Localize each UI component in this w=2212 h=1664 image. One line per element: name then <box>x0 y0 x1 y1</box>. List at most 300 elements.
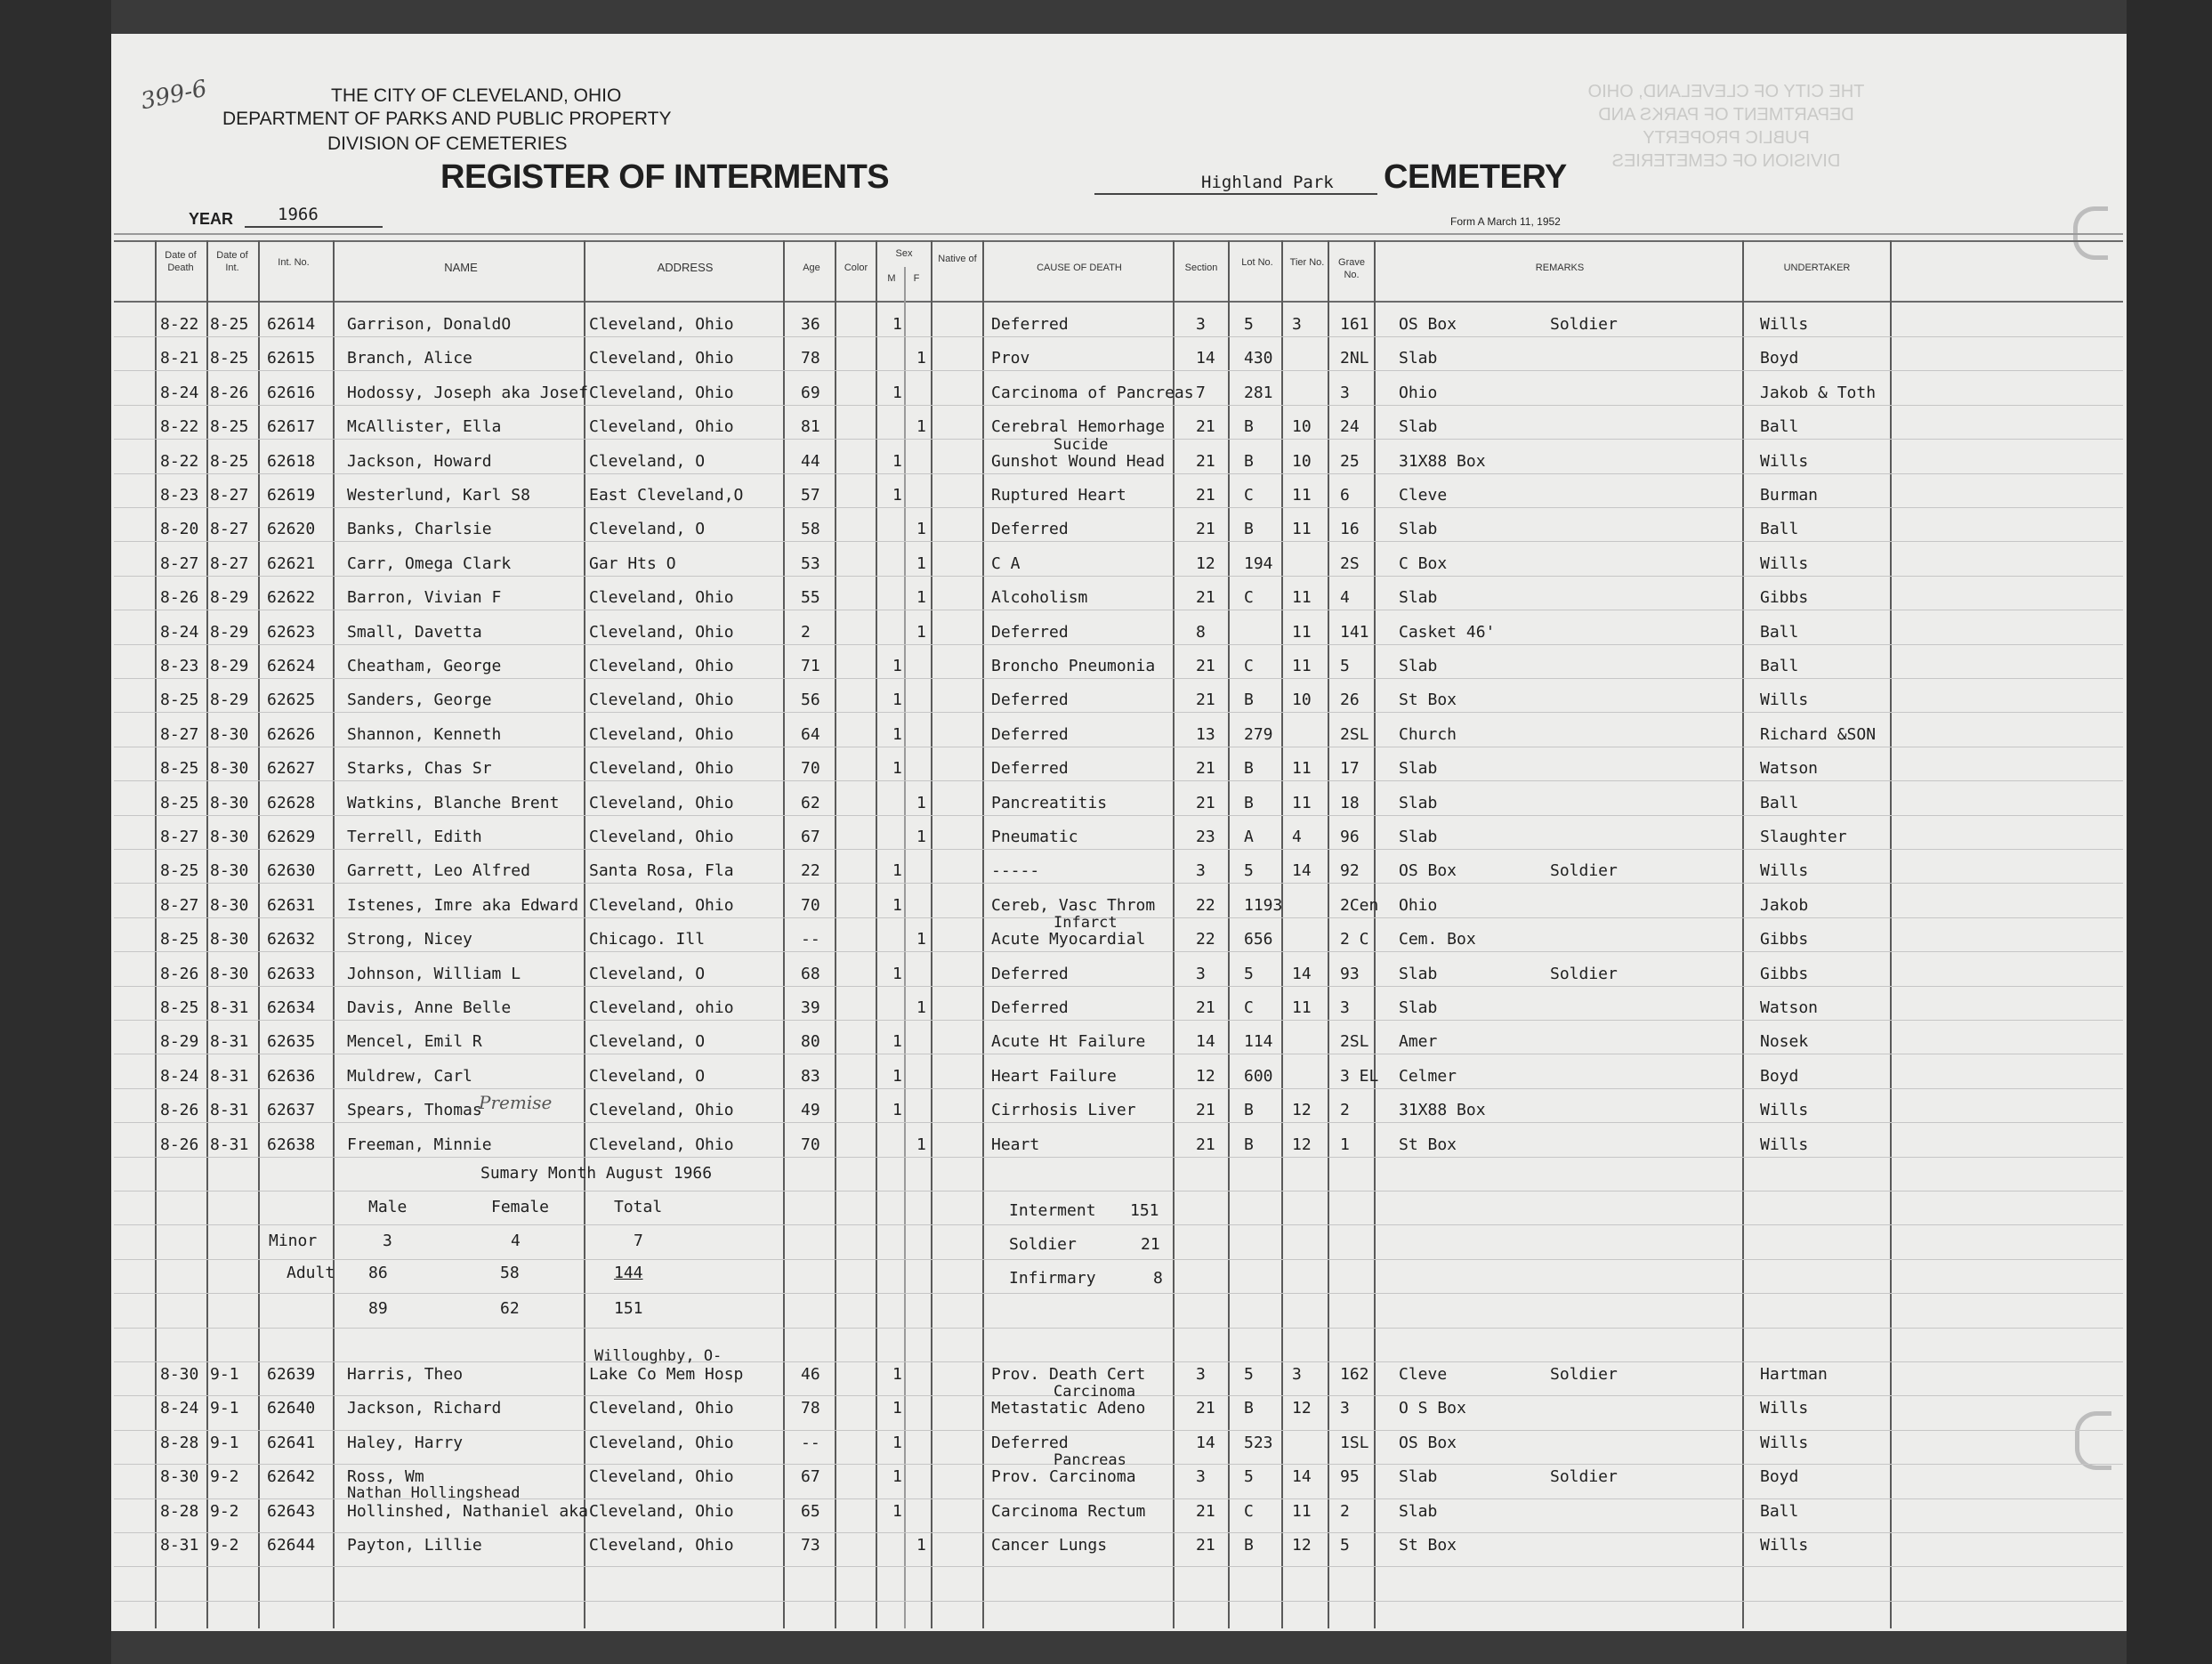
column-rule <box>1374 240 1376 1628</box>
sep-row-sex-male: 1 <box>892 1399 902 1418</box>
aug-row-lot-no: 281 <box>1244 383 1273 402</box>
aug-row-date-of-int: 8-25 <box>210 451 249 471</box>
sep-row-sex-male: 1 <box>892 1365 902 1384</box>
summary-adult-female: 58 <box>500 1264 520 1282</box>
aug-row-grave-no: 2 <box>1340 1101 1350 1120</box>
aug-row-date-of-int: 8-31 <box>210 1066 249 1086</box>
sep-row-date-of-int: 9-1 <box>210 1433 239 1452</box>
sep-row-cause: Cancer Lungs <box>991 1536 1108 1555</box>
aug-row-int-no: 62624 <box>267 657 316 675</box>
aug-row-name: Starks, Chas Sr <box>347 759 492 779</box>
aug-row-date-of-int: 8-29 <box>210 588 249 608</box>
aug-row-date-of-int: 8-30 <box>210 930 249 949</box>
aug-row-remarks: Cleve <box>1399 486 1448 505</box>
aug-row-cause: Acute Ht Failure <box>991 1032 1146 1052</box>
aug-row-lot-no: C <box>1244 998 1254 1017</box>
aug-row-tier-no: 14 <box>1292 964 1312 983</box>
table-top-rule <box>114 240 2123 242</box>
aug-row-cause: Cerebral Hemorhage <box>991 417 1166 437</box>
aug-row-remarks: 31X88 Box <box>1399 451 1486 471</box>
aug-row-sex-female: 1 <box>916 793 926 812</box>
aug-row-int-no: 62618 <box>267 451 316 471</box>
aug-row-name: Strong, Nicey <box>347 930 472 949</box>
aug-row-section: 14 <box>1196 349 1215 368</box>
aug-row-date-of-int: 8-27 <box>210 553 249 573</box>
sep-row-grave-no: 5 <box>1340 1536 1350 1555</box>
aug-row-section: 21 <box>1196 691 1215 710</box>
sep-row-lot-no: B <box>1244 1399 1254 1418</box>
aug-row-tier-no: 11 <box>1292 622 1312 642</box>
sep-row-section: 14 <box>1196 1433 1215 1452</box>
aug-row-name: Freeman, Minnie <box>347 1135 492 1154</box>
year-value: 1966 <box>278 205 319 224</box>
aug-row-cause-note: Infarct <box>1054 914 1118 933</box>
sep-row-age: 67 <box>801 1467 820 1487</box>
aug-row-section: 21 <box>1196 657 1215 675</box>
aug-row-lot-no: 600 <box>1244 1066 1273 1086</box>
aug-row-remarks-note: Soldier <box>1550 861 1618 881</box>
aug-row-age: 55 <box>801 588 820 608</box>
aug-row-int-no: 62626 <box>267 724 316 744</box>
sep-row-name: Harris, Theo <box>347 1365 464 1384</box>
aug-row-grave-no: 2SL <box>1340 724 1369 744</box>
aug-row-name: Shannon, Kenneth <box>347 724 502 744</box>
aug-row-remarks: Slab <box>1399 793 1438 812</box>
aug-row-int-no: 62636 <box>267 1066 316 1086</box>
col-sex-m: M <box>887 273 896 284</box>
aug-row-lot-no: B <box>1244 520 1254 539</box>
aug-row-remarks: Slab <box>1399 998 1438 1017</box>
sep-row-date-of-death: 8-24 <box>160 1399 199 1418</box>
aug-row-age: 22 <box>801 861 820 881</box>
aug-row-sex-female: 1 <box>916 930 926 949</box>
col-date-of-int: Date of Int. <box>216 250 248 273</box>
sep-row-age: 65 <box>801 1501 820 1521</box>
aug-row-address: East Cleveland,O <box>589 486 744 505</box>
aug-row-age: 56 <box>801 691 820 710</box>
aug-row-lot-no: B <box>1244 759 1254 779</box>
aug-row-grave-no: 161 <box>1340 315 1369 334</box>
aug-row-date-of-int: 8-31 <box>210 1032 249 1052</box>
row-rule <box>114 1122 2123 1123</box>
sep-row-undertaker: Wills <box>1760 1536 1809 1555</box>
aug-row-address: Cleveland, Ohio <box>589 622 734 642</box>
col-tier-no: Tier No. <box>1289 257 1325 268</box>
aug-row-grave-no: 92 <box>1340 861 1360 881</box>
aug-row-undertaker: Wills <box>1760 1101 1809 1120</box>
summary-minor-female: 4 <box>511 1232 521 1250</box>
aug-row-name: Banks, Charlsie <box>347 520 492 539</box>
aug-row-grave-no: 3 EL <box>1340 1066 1379 1086</box>
col-grave-no: Grave No. <box>1338 257 1365 280</box>
aug-row-date-of-death: 8-27 <box>160 828 199 846</box>
sep-row-int-no: 62642 <box>267 1467 316 1487</box>
aug-row-cause: Ruptured Heart <box>991 486 1126 505</box>
summary-soldier-label: Soldier <box>1009 1235 1077 1254</box>
aug-row-sex-male: 1 <box>892 691 902 710</box>
aug-row-grave-no: 1 <box>1340 1135 1350 1154</box>
col-undertaker: UNDERTAKER <box>1783 263 1851 273</box>
aug-row-int-no: 62638 <box>267 1135 316 1154</box>
aug-row-lot-no: 1193 <box>1244 895 1283 915</box>
aug-row-cause: Deferred <box>991 759 1069 779</box>
aug-row-age: 71 <box>801 657 820 675</box>
sep-row-sex-male: 1 <box>892 1501 902 1521</box>
aug-row-int-no: 62634 <box>267 998 316 1017</box>
sep-row-section: 3 <box>1196 1365 1206 1384</box>
row-rule <box>114 644 2123 645</box>
aug-row-cause: Broncho Pneumonia <box>991 657 1156 675</box>
aug-row-name: Spears, Thomas <box>347 1101 482 1120</box>
aug-row-section: 22 <box>1196 930 1215 949</box>
sep-row-cause-note: Pancreas <box>1054 1451 1126 1470</box>
aug-row-tier-no: 11 <box>1292 998 1312 1017</box>
summary-col-total: Total <box>614 1198 663 1216</box>
aug-row-date-of-int: 8-31 <box>210 1135 249 1154</box>
aug-row-undertaker: Wills <box>1760 315 1809 334</box>
aug-row-address: Cleveland, Ohio <box>589 383 734 402</box>
aug-row-undertaker: Wills <box>1760 553 1809 573</box>
aug-row-date-of-death: 8-27 <box>160 895 199 915</box>
sep-row-int-no: 62644 <box>267 1536 316 1555</box>
sep-row-tier-no: 12 <box>1292 1399 1312 1418</box>
aug-row-name: Jackson, Howard <box>347 451 492 471</box>
aug-row-name: Westerlund, Karl S8 <box>347 486 530 505</box>
aug-row-section: 21 <box>1196 417 1215 437</box>
aug-row-grave-no: 3 <box>1340 383 1350 402</box>
aug-row-remarks: St Box <box>1399 691 1457 710</box>
aug-row-remarks-note: Soldier <box>1550 964 1618 983</box>
aug-row-sex-female: 1 <box>916 417 926 437</box>
aug-row-name: Hodossy, Joseph aka Josef <box>347 383 588 402</box>
sep-row-cause: Prov. Carcinoma <box>991 1467 1136 1487</box>
aug-row-address: Cleveland, Ohio <box>589 828 734 846</box>
sep-row-lot-no: C <box>1244 1501 1254 1521</box>
sep-row-sex-male: 1 <box>892 1433 902 1452</box>
sep-row-tier-no: 11 <box>1292 1501 1312 1521</box>
aug-row-date-of-death: 8-27 <box>160 553 199 573</box>
sep-row-section: 21 <box>1196 1536 1215 1555</box>
aug-row-date-of-int: 8-30 <box>210 828 249 846</box>
aug-row-lot-no: 279 <box>1244 724 1273 744</box>
aug-row-age: 58 <box>801 520 820 539</box>
sep-row-address: Cleveland, Ohio <box>589 1467 734 1487</box>
aug-row-cause: Deferred <box>991 691 1069 710</box>
summary-total-female: 62 <box>500 1299 520 1318</box>
aug-row-remarks: Slab <box>1399 759 1438 779</box>
aug-row-address: Cleveland, Ohio <box>589 724 734 744</box>
row-rule <box>114 883 2123 884</box>
column-rule <box>333 240 335 1628</box>
aug-row-lot-no: 430 <box>1244 349 1273 368</box>
aug-row-age: -- <box>801 930 820 949</box>
aug-row-name: Garrett, Leo Alfred <box>347 861 530 881</box>
aug-row-section: 21 <box>1196 451 1215 471</box>
col-date-of-death: Date of Death <box>165 250 197 273</box>
sep-row-grave-no: 3 <box>1340 1399 1350 1418</box>
aug-row-grave-no: 96 <box>1340 828 1360 846</box>
aug-row-section: 23 <box>1196 828 1215 846</box>
row-rule <box>114 1020 2123 1021</box>
summary-minor-total: 7 <box>634 1232 643 1250</box>
sep-row-remarks-note: Soldier <box>1550 1365 1618 1384</box>
aug-row-lot-no: B <box>1244 1101 1254 1120</box>
aug-row-date-of-death: 8-22 <box>160 315 199 334</box>
aug-row-date-of-int: 8-29 <box>210 657 249 675</box>
aug-row-grave-no: 2SL <box>1340 1032 1369 1052</box>
aug-row-cause: Deferred <box>991 998 1069 1017</box>
aug-row-cause: Deferred <box>991 315 1069 334</box>
sep-row-date-of-int: 9-2 <box>210 1467 239 1487</box>
sep-row-date-of-int: 9-1 <box>210 1399 239 1418</box>
sep-row-cause-note: Carcinoma <box>1054 1383 1136 1401</box>
aug-row-int-no: 62619 <box>267 486 316 505</box>
aug-row-cause: Carcinoma of Pancreas <box>991 383 1194 402</box>
aug-row-int-no: 62627 <box>267 759 316 779</box>
aug-row-undertaker: Boyd <box>1760 349 1799 368</box>
aug-row-undertaker: Burman <box>1760 486 1819 505</box>
aug-row-name: Johnson, William L <box>347 964 521 983</box>
sep-row-age: -- <box>801 1433 820 1452</box>
column-rule <box>1328 240 1329 1628</box>
aug-row-cause: Deferred <box>991 724 1069 744</box>
aug-row-grave-no: 2 C <box>1340 930 1369 949</box>
aug-row-lot-no: 194 <box>1244 553 1273 573</box>
summary-soldier-value: 21 <box>1141 1235 1160 1254</box>
column-rule <box>931 240 932 1628</box>
summary-minor-label: Minor <box>269 1232 318 1250</box>
aug-row-cause-note: Sucide <box>1054 435 1109 454</box>
sep-row-int-no: 62641 <box>267 1433 316 1452</box>
aug-row-name: Branch, Alice <box>347 349 472 368</box>
sep-row-undertaker: Wills <box>1760 1433 1809 1452</box>
aug-row-section: 8 <box>1196 622 1206 642</box>
sep-row-address: Cleveland, Ohio <box>589 1501 734 1521</box>
sep-row-name: Haley, Harry <box>347 1433 464 1452</box>
binder-clip-icon <box>2075 1411 2111 1470</box>
aug-row-name: Davis, Anne Belle <box>347 998 512 1017</box>
sep-row-remarks: St Box <box>1399 1536 1457 1555</box>
row-rule <box>114 1328 2123 1329</box>
sep-row-date-of-death: 8-28 <box>160 1501 199 1521</box>
aug-row-int-no: 62628 <box>267 793 316 812</box>
sep-row-remarks-note: Soldier <box>1550 1467 1618 1487</box>
aug-row-int-no: 62625 <box>267 691 316 710</box>
aug-row-sex-male: 1 <box>892 383 902 402</box>
aug-row-grave-no: 17 <box>1340 759 1360 779</box>
aug-row-int-no: 62632 <box>267 930 316 949</box>
aug-row-int-no: 62616 <box>267 383 316 402</box>
aug-row-lot-no: B <box>1244 1135 1254 1154</box>
bleed-through-text: THE CITY OF CLEVELAND, OHIO DEPARTMENT OF PARKS AND PUBLIC PROPERTY DIVISION OF CEMETERIES <box>1587 82 1865 171</box>
aug-row-name: Watkins, Blanche Brent <box>347 793 560 812</box>
sep-row-date-of-death: 8-28 <box>160 1433 199 1452</box>
aug-row-tier-no: 10 <box>1292 451 1312 471</box>
aug-row-age: 67 <box>801 828 820 846</box>
aug-row-tier-no: 4 <box>1292 828 1302 846</box>
aug-row-date-of-int: 8-25 <box>210 417 249 437</box>
aug-row-cause: Acute Myocardial <box>991 930 1146 949</box>
aug-row-date-of-death: 8-25 <box>160 998 199 1017</box>
summary-adult-label: Adult <box>287 1264 335 1282</box>
aug-row-tier-no: 10 <box>1292 691 1312 710</box>
sep-row-tier-no: 3 <box>1292 1365 1302 1384</box>
aug-row-address: Cleveland, O <box>589 520 706 539</box>
aug-row-cause: ----- <box>991 861 1040 881</box>
sep-row-name-alias: Nathan Hollingshead <box>347 1483 521 1502</box>
sep-row-date-of-int: 9-2 <box>210 1536 239 1555</box>
aug-row-name: Terrell, Edith <box>347 828 482 846</box>
aug-row-undertaker: Boyd <box>1760 1066 1799 1086</box>
row-rule <box>114 780 2123 781</box>
aug-row-date-of-int: 8-29 <box>210 622 249 642</box>
aug-row-remarks: OS Box <box>1399 315 1457 334</box>
sep-row-lot-no: 523 <box>1244 1433 1273 1452</box>
aug-row-undertaker: Slaughter <box>1760 828 1847 846</box>
row-rule <box>114 405 2123 406</box>
aug-row-section: 22 <box>1196 895 1215 915</box>
aug-row-undertaker: Richard &SON <box>1760 724 1877 744</box>
aug-row-int-no: 62630 <box>267 861 316 881</box>
aug-row-grave-no: 18 <box>1340 793 1360 812</box>
aug-row-age: 70 <box>801 1135 820 1154</box>
summary-total-male: 89 <box>368 1299 388 1318</box>
aug-row-sex-female: 1 <box>916 828 926 846</box>
col-address: ADDRESS <box>657 261 714 274</box>
aug-row-sex-female: 1 <box>916 349 926 368</box>
summary-adult-total: 144 <box>614 1264 643 1282</box>
sep-row-tier-no: 12 <box>1292 1536 1312 1555</box>
aug-row-section: 21 <box>1196 998 1215 1017</box>
cemetery-name: Highland Park <box>1201 173 1334 192</box>
aug-row-undertaker: Wills <box>1760 451 1809 471</box>
aug-row-undertaker: Ball <box>1760 657 1799 675</box>
aug-row-cause: Heart <box>991 1135 1040 1154</box>
aug-row-age: 53 <box>801 553 820 573</box>
sep-row-date-of-int: 9-2 <box>210 1501 239 1521</box>
row-rule <box>114 678 2123 679</box>
aug-row-section: 21 <box>1196 1101 1215 1120</box>
aug-row-tier-no: 11 <box>1292 793 1312 812</box>
sep-row-age: 73 <box>801 1536 820 1555</box>
aug-row-lot-no: 5 <box>1244 315 1254 334</box>
aug-row-address: Cleveland, Ohio <box>589 1135 734 1154</box>
aug-row-int-no: 62633 <box>267 964 316 983</box>
sep-row-name: Payton, Lillie <box>347 1536 482 1555</box>
sep-row-undertaker: Boyd <box>1760 1467 1799 1487</box>
aug-row-lot-no: 5 <box>1244 861 1254 881</box>
aug-row-grave-no: 16 <box>1340 520 1360 539</box>
aug-row-address: Cleveland, Ohio <box>589 315 734 334</box>
aug-row-name: Muldrew, Carl <box>347 1066 472 1086</box>
aug-row-cause: Deferred <box>991 964 1069 983</box>
aug-row-date-of-death: 8-26 <box>160 588 199 608</box>
aug-row-address: Cleveland, ohio <box>589 998 734 1017</box>
aug-row-sex-male: 1 <box>892 657 902 675</box>
row-rule <box>114 1361 2123 1362</box>
aug-row-sex-male: 1 <box>892 895 902 915</box>
sep-row-lot-no: 5 <box>1244 1467 1254 1487</box>
aug-row-date-of-death: 8-26 <box>160 964 199 983</box>
division-heading: DIVISION OF CEMETERIES <box>327 133 568 154</box>
aug-row-undertaker: Jakob & Toth <box>1760 383 1877 402</box>
aug-row-date-of-int: 8-31 <box>210 998 249 1017</box>
sep-row-address: Lake Co Mem Hosp <box>589 1365 744 1384</box>
aug-row-name: Garrison, DonaldO <box>347 315 512 334</box>
aug-row-remarks: Casket 46' <box>1399 622 1496 642</box>
aug-row-grave-no: 2NL <box>1340 349 1369 368</box>
aug-row-name: Carr, Omega Clark <box>347 553 512 573</box>
aug-row-age: 64 <box>801 724 820 744</box>
sep-row-grave-no: 162 <box>1340 1365 1369 1384</box>
aug-row-name: Istenes, Imre aka Edward <box>347 895 579 915</box>
aug-row-lot-no: 114 <box>1244 1032 1273 1052</box>
sep-row-int-no: 62640 <box>267 1399 316 1418</box>
aug-row-section: 21 <box>1196 1135 1215 1154</box>
aug-row-lot-no: C <box>1244 588 1254 608</box>
column-rule <box>258 240 260 1628</box>
aug-row-grave-no: 3 <box>1340 998 1350 1017</box>
form-note: Form A March 11, 1952 <box>1450 215 1561 228</box>
column-rule <box>982 240 984 1628</box>
aug-row-cause: Heart Failure <box>991 1066 1117 1086</box>
aug-row-int-no: 62631 <box>267 895 316 915</box>
row-rule <box>114 1088 2123 1089</box>
aug-row-name: Cheatham, George <box>347 657 502 675</box>
summary-infirmary-value: 8 <box>1153 1269 1163 1288</box>
aug-row-date-of-death: 8-24 <box>160 1066 199 1086</box>
aug-row-undertaker: Gibbs <box>1760 930 1809 949</box>
aug-row-address: Chicago. Ill <box>589 930 706 949</box>
aug-row-date-of-death: 8-21 <box>160 349 199 368</box>
sep-row-int-no: 62643 <box>267 1501 316 1521</box>
aug-row-grave-no: 141 <box>1340 622 1369 642</box>
department-heading: DEPARTMENT OF PARKS AND PUBLIC PROPERTY <box>222 109 672 129</box>
aug-row-date-of-death: 8-22 <box>160 417 199 437</box>
aug-row-remarks: C Box <box>1399 553 1448 573</box>
aug-row-sex-male: 1 <box>892 1032 902 1052</box>
row-rule <box>114 507 2123 508</box>
column-rule <box>835 240 836 1628</box>
aug-row-tier-no: 10 <box>1292 417 1312 437</box>
aug-row-int-no: 62637 <box>267 1101 316 1120</box>
aug-row-remarks: Slab <box>1399 520 1438 539</box>
sep-row-remarks: Slab <box>1399 1501 1438 1521</box>
aug-row-undertaker: Jakob <box>1760 895 1809 915</box>
aug-row-undertaker: Watson <box>1760 759 1819 779</box>
aug-row-age: 83 <box>801 1066 820 1086</box>
sep-row-date-of-int: 9-1 <box>210 1365 239 1384</box>
aug-row-cause: Cirrhosis Liver <box>991 1101 1136 1120</box>
aug-row-undertaker: Ball <box>1760 417 1799 437</box>
aug-row-remarks: Slab <box>1399 657 1438 675</box>
row-rule <box>114 1293 2123 1294</box>
aug-row-undertaker: Wills <box>1760 1135 1809 1154</box>
aug-row-age: 80 <box>801 1032 820 1052</box>
sep-row-date-of-death: 8-30 <box>160 1365 199 1384</box>
summary-interment-value: 151 <box>1130 1201 1159 1220</box>
col-lot-no: Lot No. <box>1241 257 1273 268</box>
sep-row-address-line: Willoughby, O- <box>594 1347 723 1365</box>
aug-row-grave-no: 2S <box>1340 553 1360 573</box>
aug-row-address: Cleveland, Ohio <box>589 793 734 812</box>
aug-row-grave-no: 93 <box>1340 964 1360 983</box>
aug-row-cause: Pneumatic <box>991 828 1078 846</box>
aug-row-remarks: Slab <box>1399 964 1438 983</box>
aug-row-sex-female: 1 <box>916 588 926 608</box>
aug-row-remarks-note: Soldier <box>1550 315 1618 334</box>
aug-row-address: Cleveland, Ohio <box>589 759 734 779</box>
